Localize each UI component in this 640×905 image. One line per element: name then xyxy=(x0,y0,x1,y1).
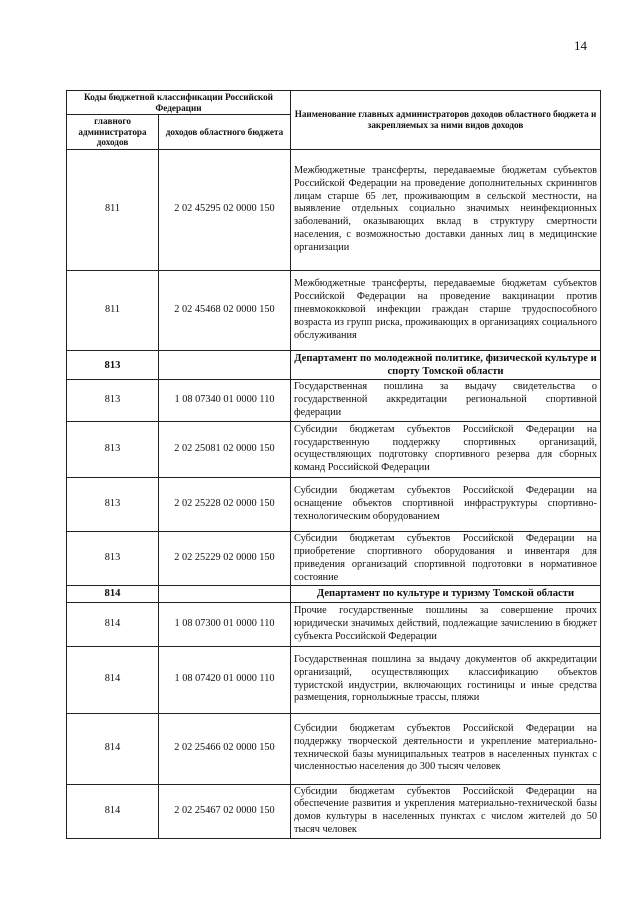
admin-code-cell: 814 xyxy=(67,602,159,646)
admin-code-cell: 813 xyxy=(67,477,159,531)
admin-code-cell: 811 xyxy=(67,270,159,350)
admin-code-cell: 813 xyxy=(67,380,159,422)
admin-code-cell: 813 xyxy=(67,531,159,585)
admin-code-cell: 814 xyxy=(67,713,159,784)
income-description-cell: Государственная пошлина за выдачу свидетельства о государственной аккредитации региональной спортивной федерации xyxy=(291,380,601,422)
admin-code-cell: 814 xyxy=(67,646,159,713)
income-description-cell: Субсидии бюджетам субъектов Российской Федерации на обеспечение развития и укрепления материально-технической базы домов культуры в населенных пунктах с числом жителей до 50 тысяч человек xyxy=(291,784,601,838)
department-name-cell: Департамент по культуре и туризму Томской области xyxy=(291,586,601,602)
income-code-cell: 2 02 25466 02 0000 150 xyxy=(159,713,291,784)
income-column-header: доходов областного бюджета xyxy=(159,115,291,150)
department-row xyxy=(67,350,601,379)
income-code-cell: 1 08 07420 01 0000 110 xyxy=(159,646,291,713)
department-row xyxy=(67,586,601,602)
income-description-cell: Субсидии бюджетам субъектов Российской Федерации на государственную поддержку спортивных организаций, осуществляющих подготовку спортивного резерва для сборных команд Российской Федерации xyxy=(291,421,601,477)
table-row xyxy=(67,713,601,784)
budget-classification-table xyxy=(66,90,601,839)
table-body xyxy=(67,149,601,838)
income-code-cell: 2 02 25228 02 0000 150 xyxy=(159,477,291,531)
admin-code-cell: 813 xyxy=(67,421,159,477)
income-code-cell: 2 02 45295 02 0000 150 xyxy=(159,149,291,270)
table-row xyxy=(67,270,601,350)
table-row xyxy=(67,784,601,838)
table-row xyxy=(67,646,601,713)
table-row xyxy=(67,380,601,422)
table-row xyxy=(67,421,601,477)
income-description-cell: Государственная пошлина за выдачу документов об аккредитации организаций, осуществляющих классификацию объектов туристской индустрии, включающих гостиницы и иные средства размещения, горнолыжные трассы, пляжи xyxy=(291,646,601,713)
admin-code-cell: 814 xyxy=(67,784,159,838)
admin-code-cell: 811 xyxy=(67,149,159,270)
income-description-cell: Прочие государственные пошлины за совершение прочих юридически значимых действий, подлежащие зачислению в бюджет субъекта Российской Федерации xyxy=(291,602,601,646)
table-row xyxy=(67,149,601,270)
admin-code-cell: 814 xyxy=(67,586,159,602)
income-code-cell xyxy=(159,350,291,379)
page-number: 14 xyxy=(574,38,587,53)
table-header-row xyxy=(67,91,601,115)
income-description-cell: Субсидии бюджетам субъектов Российской Федерации на приобретение спортивного оборудования и инвентаря для приведения организаций спортивной подготовки в нормативное состояние xyxy=(291,531,601,585)
codes-group-header: Коды бюджетной классификации Российской Федерации xyxy=(67,91,291,115)
admin-code-cell: 813 xyxy=(67,350,159,379)
income-description-cell: Субсидии бюджетам субъектов Российской Федерации на поддержку творческой деятельности и укрепление материально-технической базы муниципальных театров в населенных пунктах с численностью населения до 300 тысяч человек xyxy=(291,713,601,784)
income-description-cell: Субсидии бюджетам субъектов Российской Федерации на оснащение объектов спортивной инфраструктуры спортивно-технологическим оборудованием xyxy=(291,477,601,531)
table-row xyxy=(67,477,601,531)
income-description-cell: Межбюджетные трансферты, передаваемые бюджетам субъектов Российской Федерации на проведение дополнительных скринингов лицам старше 65 лет, проживающим в сельской местности, на выявление отдельных социально значимых неинфекционных заболеваний, оказывающих вклад в структуру смертности населения, с возможностью доставки данных лиц в медицинские организации xyxy=(291,149,601,270)
department-name-cell: Департамент по молодежной политике, физической культуре и спорту Томской области xyxy=(291,350,601,379)
table-row xyxy=(67,531,601,585)
admin-column-header: главного администратора доходов xyxy=(67,115,159,150)
income-code-cell: 2 02 25467 02 0000 150 xyxy=(159,784,291,838)
income-code-cell: 1 08 07340 01 0000 110 xyxy=(159,380,291,422)
table-row xyxy=(67,602,601,646)
income-code-cell: 2 02 25229 02 0000 150 xyxy=(159,531,291,585)
income-description-cell: Межбюджетные трансферты, передаваемые бюджетам субъектов Российской Федерации на проведение вакцинации против пневмококковой инфекции граждан старше трудоспособного возраста из групп риска, проживающих в организациях социального обслуживания xyxy=(291,270,601,350)
income-code-cell: 1 08 07300 01 0000 110 xyxy=(159,602,291,646)
income-code-cell: 2 02 45468 02 0000 150 xyxy=(159,270,291,350)
name-column-header: Наименование главных администраторов доходов областного бюджета и закрепляемых за ними видов доходов xyxy=(291,91,601,150)
income-code-cell: 2 02 25081 02 0000 150 xyxy=(159,421,291,477)
income-code-cell xyxy=(159,586,291,602)
